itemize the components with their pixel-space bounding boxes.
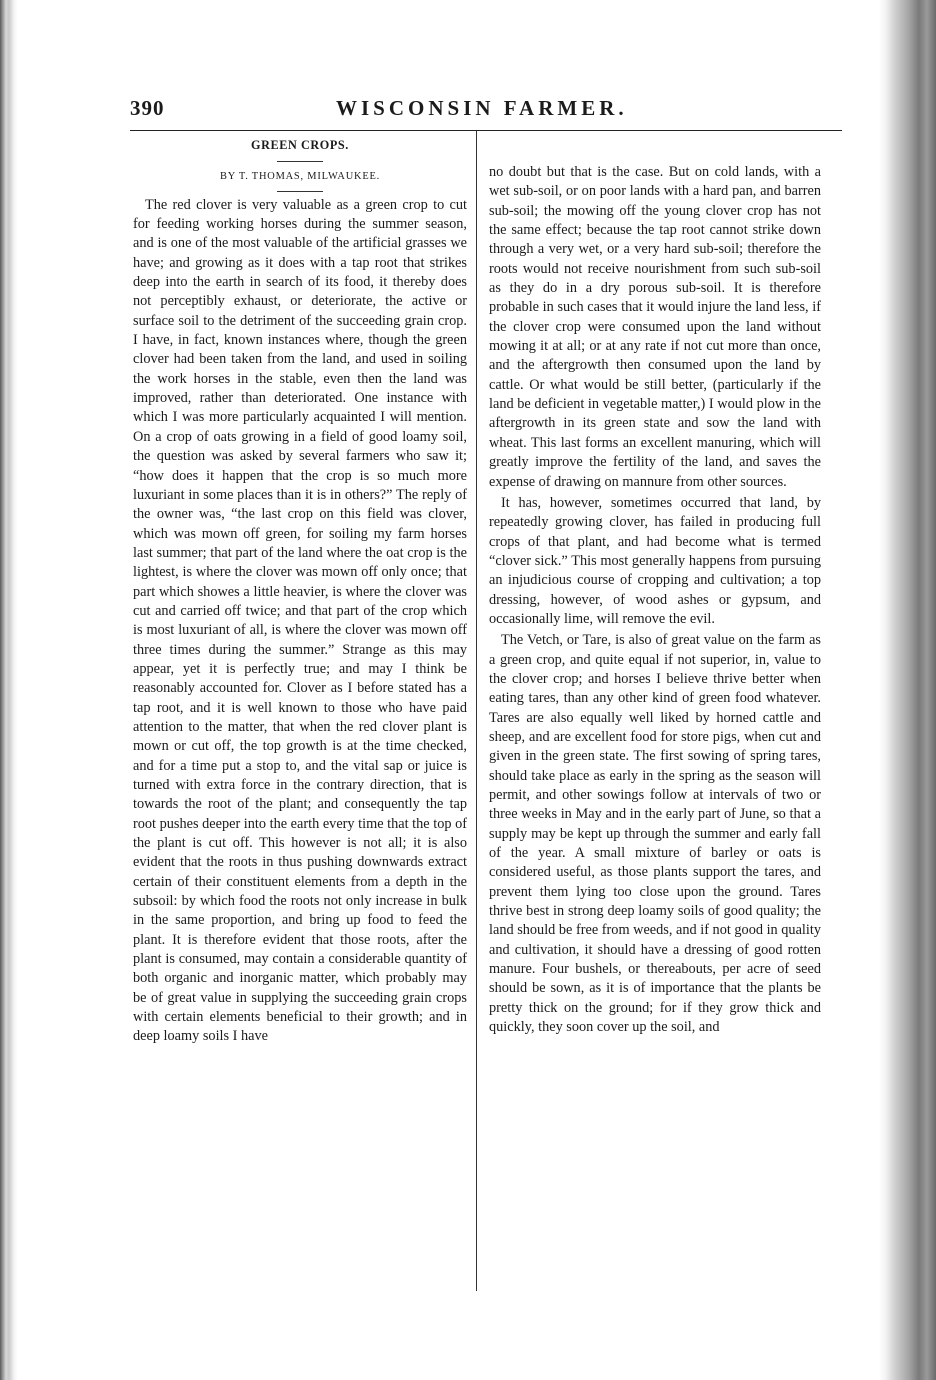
scan-left-page-edge: [0, 0, 18, 1380]
article-columns: [130, 131, 842, 1271]
right-column: [477, 131, 823, 1271]
left-column: [130, 131, 476, 1271]
article-byline: BY T. THOMAS, MILWAUKEE.: [219, 171, 381, 183]
article-title: GREEN CROPS.: [251, 138, 349, 152]
page: [130, 96, 842, 1276]
paragraph-right-1: no doubt but that is the case. But on cold lands, with a wet sub-soil, or on poor lands with a hard pan, and barren sub-soil; the mowing off the young clover crop has not the same effect; because the tap root cannot strike down through a very wet, or a very hard sub-soil; therefore the roots would not receive nourishment from such sub-soil as they do in a dry porous sub-soil. It is therefore probable in such cases that it would injure the land less, if the clover crop were consumed upon the land without mowing it at all; or at any rate if not cut more than once, and the aftergrowth then consumed upon the land by cattle. Or what would be still better, (particularly if the land be deficient in vegetable matter,) I would plow in the aftergrowth in its green state and sow the land with wheat. This last forms an excellent manuring, which will greatly improve the fertility of the land, and saves the expense of drawing on mannure from other sources.: [489, 164, 821, 490]
byline-rule: [277, 191, 323, 192]
paragraph-right-3: The Vetch, or Tare, is also of great value on the farm as a green crop, and quite equal if not superior, in, value to the clover crop; and horses I believe thrive better when eating tares, than any other kind of green food whatever. Tares are also equally well liked by horned cattle and sheep, and are excellent food for store pigs, when cut and given in the green state. The first sowing of spring tares, should take place as early in the spring as the season will permit, and other sowings follow at intervals of two or three weeks in May and in the early part of June, so that a supply may be kept up through the summer and early fall of the year. A small mixture of barley or oats is considered useful, as those plants support the tares, and prevent them lying too close upon the ground. Tares thrive best in strong deep loamy soils of good quality; the land should be free from weeds, and if not good in quality and cultivation, it should have a dressing of good rotten manure. Four bushels, or thereabouts, per acre of seed should be sown, as it is of importance that the plants be pretty thick on the ground; for if they grow thick and quickly, they soon cover up the soil, and: [489, 632, 821, 1036]
running-head: [130, 96, 842, 131]
paragraph-left-1: The red clover is very valuable as a green crop to cut for feeding working horses during the summer season, and is one of the most valuable of the artificial grasses we have; and growing as it does with a tap root that strikes deep into the earth in search of its food, it thereby does not perceptibly exhaust, or deteriorate, the active or surface soil to the detriment of the succeeding grain crop. I have, in fact, known instances where, though the green clover had been taken from the land, and used in soiling the work horses in the stable, even then the land was improved, rather than deteriorated. One instance with which I was more particularly acquainted I will mention. On a crop of oats growing in a field of good loamy soil, the question was asked by several farmers who saw it; “how does it happen that the crop is so much more luxuriant in some places than it is in others?” The reply of the owner was, “the last crop on this field was clover, which was mown off green, for soiling my farm horses last summer; that part of the land where the oat crop is the lightest, is where the clover was mown off only once; that part which showes a little heavier, is where the clover was cut and carried off twice; and that part of the crop which is most luxuriant of all, is where the clover was mown off three times during the summer.” Strange as this may appear, yet it is perfectly true; and may I think be reasonably accounted for. Clover as I before stated has a tap root, and it is well known to those who have paid attention to the matter, that when the red clover plant is mown or cut off, the top growth is at the time checked, and for a time put a stop to, and the vital sap or juice is turned with extra force in the contrary direction, that is towards the root of the plant; and consequently the tap root pushes deeper into the earth every time that the top of the plant is cut off. This however is not all; it is also evident that the roots in thus pushing downwards extract certain of their constituent elements from a depth in the subsoil: by which food the roots not only increase in bulk in the same proportion, and bring up food to feed the plant. It is therefore evident that those roots, after the plant is consumed, may contain a considerable quantity of both organic and inorganic matter, which probably may be of great value in supplying the succeeding grain crops with certain elements beneficial to their growth; and in deep loamy soils I have: [133, 196, 467, 1045]
page-number: 390: [130, 96, 165, 120]
scan-right-page-edge: [879, 0, 936, 1380]
paragraph-right-2: It has, however, sometimes occurred that land, by repeatedly growing clover, has failed in producing full crops of that plant, and had become what is termed “clover sick.” This most generally happens from pursuing an injudicious course of cropping and cultivation; a top dressing, however, of wood ashes or gypsum, and occasionally lime, will remove the evil.: [489, 494, 821, 627]
title-rule: [277, 161, 323, 162]
journal-title: WISCONSIN FARMER.: [336, 96, 628, 120]
